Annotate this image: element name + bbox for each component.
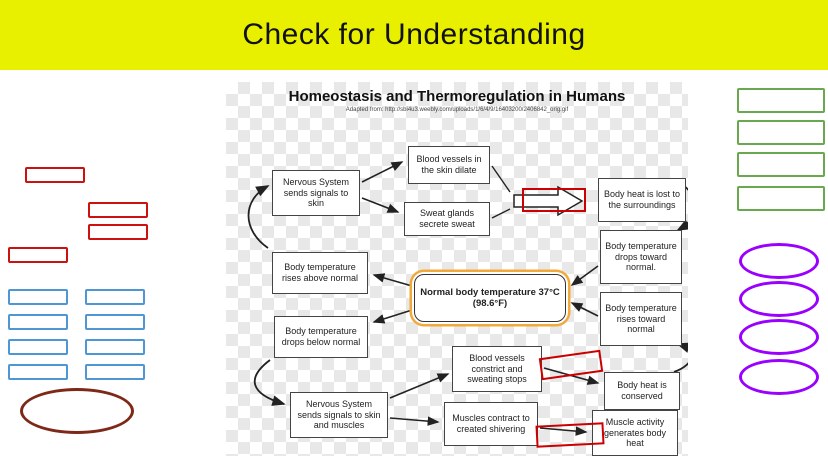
flowchart-node: Nervous System sends signals to skin [272,170,360,216]
token-red-rect[interactable] [88,224,148,240]
token-purple-ellipse[interactable] [739,359,819,395]
flowchart-node: Body heat is conserved [604,372,680,410]
flowchart-node: Blood vessels constrict and sweating stops [452,346,542,392]
token-purple-ellipse[interactable] [739,243,819,279]
flowchart-node: Body temperature rises toward normal [600,292,682,346]
token-green-rect[interactable] [737,186,825,211]
token-purple-ellipse[interactable] [739,319,819,355]
token-dark-ellipse[interactable] [20,388,134,434]
flowchart-node: Body temperature drops below normal [274,316,368,358]
flowchart-node: Body temperature drops toward normal. [600,230,682,284]
flowchart-node: Body temperature rises above normal [272,252,368,294]
token-blue-rect[interactable] [85,364,145,380]
flowchart-node: Body heat is lost to the surroundings [598,178,686,222]
token-green-rect[interactable] [737,88,825,113]
answer-blank-highlight[interactable] [522,188,586,212]
flowchart-node-normal-temperature: Normal body temperature 37°C (98.6°F) [414,274,566,322]
slide-title: Check for Understanding [242,18,586,51]
token-blue-rect[interactable] [8,339,68,355]
answer-blank-highlight[interactable] [535,422,604,448]
slide-header [0,0,828,70]
token-blue-rect[interactable] [8,314,68,330]
flowchart-node: Muscle activity generates body heat [592,410,678,456]
token-red-rect[interactable] [8,247,68,263]
flowchart-node: Sweat glands secrete sweat [404,202,490,236]
token-green-rect[interactable] [737,152,825,177]
flowchart-node: Blood vessels in the skin dilate [408,146,490,184]
flowchart-source-note: Adapted from: http://sbi4u3.weebly.com/uploads/1/6/4/9/16403200/2406842_orig.gif [345,107,569,113]
token-blue-rect[interactable] [85,289,145,305]
flowchart-node: Nervous System sends signals to skin and muscles [290,392,388,438]
flowchart-node: Muscles contract to created shivering [444,402,538,446]
token-red-rect[interactable] [25,167,85,183]
token-blue-rect[interactable] [85,339,145,355]
token-red-rect[interactable] [88,202,148,218]
token-green-rect[interactable] [737,120,825,145]
token-purple-ellipse[interactable] [739,281,819,317]
flowchart-title: Homeostasis and Thermoregulation in Humans [288,88,626,105]
flowchart-image [226,82,688,456]
token-blue-rect[interactable] [85,314,145,330]
token-blue-rect[interactable] [8,364,68,380]
token-blue-rect[interactable] [8,289,68,305]
